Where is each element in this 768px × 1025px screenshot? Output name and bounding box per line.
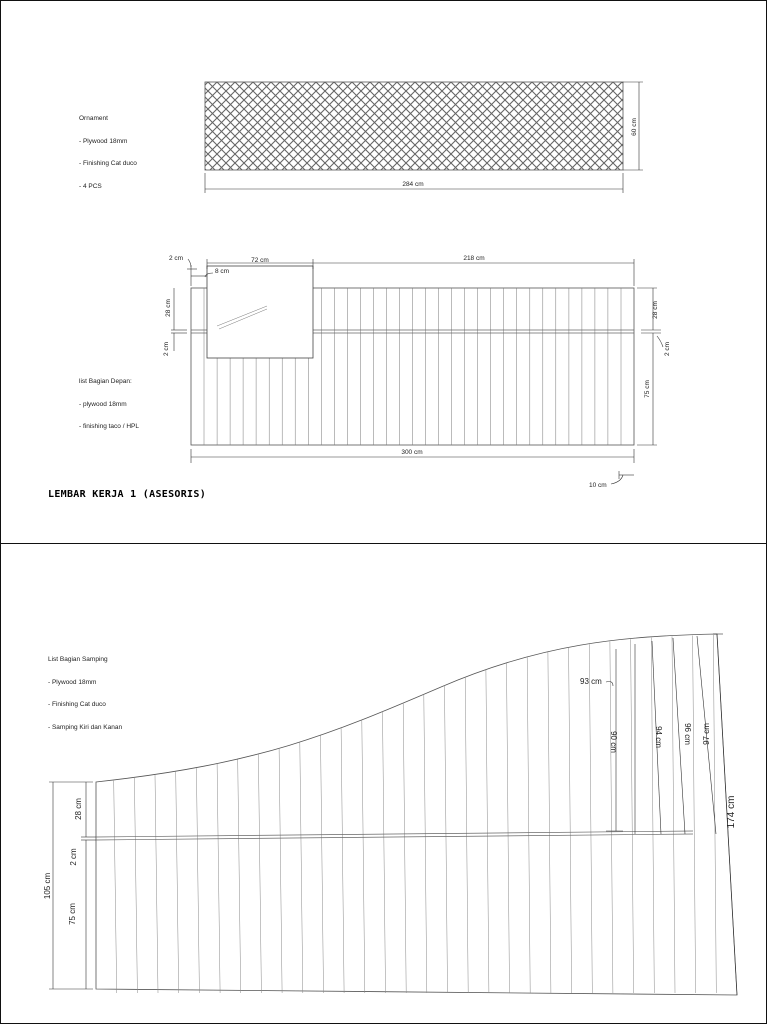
dim-93cm: 93 cm xyxy=(580,677,602,686)
sheet-1-drawing xyxy=(1,1,768,545)
side-note-line: - Plywood 18mm xyxy=(48,678,97,686)
dim-72cm: 72 cm xyxy=(251,257,269,264)
dim-28cm-right: 28 cm xyxy=(652,301,659,319)
dim-2cm: 2 cm xyxy=(69,848,78,866)
sheet-2 xyxy=(0,543,767,1024)
ornament-width-label: 284 cm xyxy=(402,181,424,188)
ornament-height-label: 60 cm xyxy=(631,118,638,136)
dim-2cm-top: 2 cm xyxy=(169,255,184,262)
dim-75cm: 75 cm xyxy=(644,380,651,398)
ornament-note-line: - 4 PCS xyxy=(79,182,102,190)
dim-2cm-left: 2 cm xyxy=(163,341,170,357)
side-note-line: List Bagian Samping xyxy=(48,656,108,663)
dim-97cm: 97 cm xyxy=(702,723,711,745)
dim-300cm: 300 cm xyxy=(401,449,423,456)
front-notes xyxy=(79,363,139,446)
ornament-notes xyxy=(79,100,137,205)
ornament-note-line: Ornament xyxy=(79,115,108,122)
front-note-line: - finishing taco / HPL xyxy=(79,423,139,430)
dim-105cm: 105 cm xyxy=(43,872,52,900)
ornament-panel xyxy=(205,82,623,170)
side-note-line: - Samping Kiri dan Kanan xyxy=(48,723,123,731)
dim-218cm: 218 cm xyxy=(463,255,485,262)
ornament-note-line: - Plywood 18mm xyxy=(79,137,128,145)
front-panel xyxy=(191,266,634,445)
front-note-line: list Bagian Depan: xyxy=(79,378,132,385)
dim-90cm: 90 cm xyxy=(609,731,618,753)
dim-174cm: 174 cm xyxy=(726,795,737,829)
dim-96cm: 96 cm xyxy=(683,723,692,745)
dim-28cm: 28 cm xyxy=(74,798,83,820)
dim-75cm-side: 75 cm xyxy=(68,903,77,925)
ornament-note-line: - Finishing Cat duco xyxy=(79,160,137,167)
side-notes xyxy=(48,641,122,746)
sheet-title: LEMBAR KERJA 1 (ASESORIS) xyxy=(48,489,207,500)
dim-8cm: 8 cm xyxy=(215,268,230,275)
front-note-line: - plywood 18mm xyxy=(79,400,127,408)
sheet-2-drawing xyxy=(1,544,768,1025)
dim-28cm-left: 28 cm xyxy=(165,299,172,317)
side-note-line: - Finishing Cat duco xyxy=(48,701,106,708)
dim-10cm: 10 cm xyxy=(589,482,607,489)
dim-94cm: 94 cm xyxy=(654,726,663,748)
dim-2cm-right: 2 cm xyxy=(664,341,671,357)
side-panel xyxy=(96,634,737,995)
